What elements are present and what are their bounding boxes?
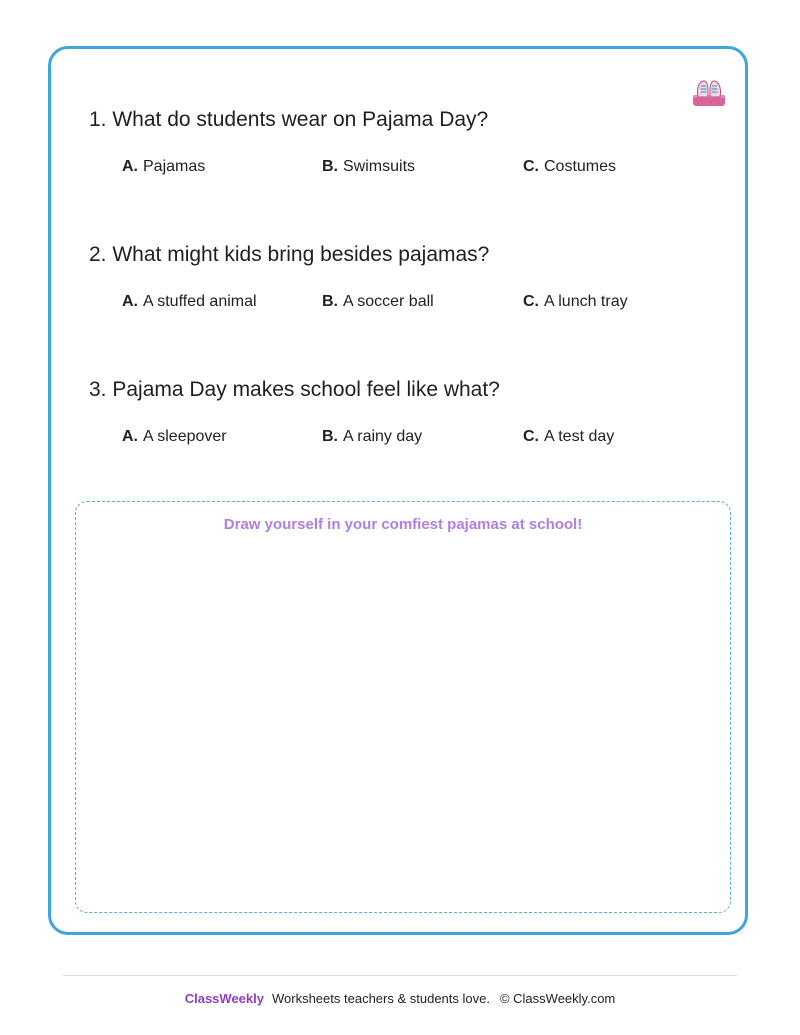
drawing-area[interactable] [75,501,731,913]
option-a[interactable] [122,427,227,447]
answer-options [89,157,709,179]
option-text: A stuffed animal [143,293,257,310]
pajama-slippers-icon [691,77,727,109]
footer-divider [63,975,737,976]
option-letter: C. [523,158,539,175]
option-b[interactable] [322,427,422,447]
question-text: 3. Pajama Day makes school feel like what? [89,378,500,401]
option-letter: A. [122,293,138,310]
question-2 [89,242,709,314]
option-letter: A. [122,428,138,445]
footer-tagline: Worksheets teachers & students love. [271,991,490,1006]
option-text: Costumes [544,158,617,175]
answer-options [89,292,709,314]
option-b[interactable] [322,157,415,177]
option-b[interactable] [322,292,434,312]
option-c[interactable] [523,427,614,447]
question-1 [89,107,709,179]
footer [0,990,800,1008]
option-letter: A. [122,158,138,175]
option-letter: B. [322,158,338,175]
option-text: A rainy day [343,428,423,445]
question-3 [89,377,709,449]
option-letter: C. [523,428,539,445]
option-c[interactable] [523,157,616,177]
drawing-prompt: Draw yourself in your comfiest pajamas at school! [223,516,583,533]
option-letter: C. [523,293,539,310]
answer-options [89,427,709,449]
footer-copyright: © ClassWeekly.com [499,991,616,1006]
option-text: Pajamas [143,158,206,175]
option-a[interactable] [122,292,257,312]
question-text: 2. What might kids bring besides pajamas? [89,243,490,266]
option-letter: B. [322,428,338,445]
worksheet-frame [48,46,748,935]
option-text: Swimsuits [343,158,416,175]
option-a[interactable] [122,157,205,177]
option-text: A lunch tray [544,293,628,310]
option-letter: B. [322,293,338,310]
option-c[interactable] [523,292,628,312]
option-text: A test day [544,428,615,445]
option-text: A sleepover [143,428,227,445]
option-text: A soccer ball [343,293,434,310]
footer-brand: ClassWeekly [184,991,264,1006]
question-text: 1. What do students wear on Pajama Day? [89,108,489,131]
